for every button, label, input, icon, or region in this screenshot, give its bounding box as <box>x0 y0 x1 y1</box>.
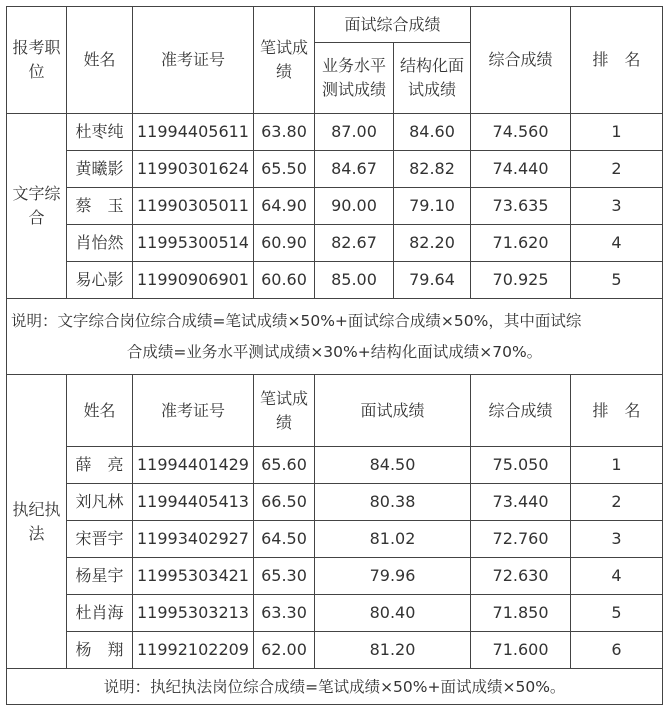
table-cell-name: 杨 翔 <box>67 632 133 669</box>
table-cell-id: 11995303421 <box>133 558 254 595</box>
table-cell-structured: 79.10 <box>394 188 471 225</box>
table-cell-written: 63.30 <box>254 595 315 632</box>
table-cell-written: 63.80 <box>254 114 315 151</box>
header-total: 综合成绩 <box>471 7 571 114</box>
table-cell-written: 65.50 <box>254 151 315 188</box>
table-cell-total: 74.560 <box>471 114 571 151</box>
table-cell-interview: 84.50 <box>315 447 471 484</box>
table-cell-business: 90.00 <box>315 188 394 225</box>
score-table <box>6 6 663 705</box>
table-cell-rank: 5 <box>571 595 663 632</box>
table-cell-business: 87.00 <box>315 114 394 151</box>
table-cell-written: 66.50 <box>254 484 315 521</box>
header-rank: 排 名 <box>571 7 663 114</box>
section1-position: 文字综合 <box>7 114 67 299</box>
table-cell-name: 杜枣纯 <box>67 114 133 151</box>
section2-header-name: 姓名 <box>67 375 133 447</box>
table-cell-total: 74.440 <box>471 151 571 188</box>
table-cell-written: 65.30 <box>254 558 315 595</box>
table-cell-total: 71.600 <box>471 632 571 669</box>
table-cell-id: 11990305011 <box>133 188 254 225</box>
table-cell-id: 11992102209 <box>133 632 254 669</box>
section2-header-total: 综合成绩 <box>471 375 571 447</box>
table-cell-rank: 4 <box>571 558 663 595</box>
table-cell-structured: 84.60 <box>394 114 471 151</box>
table-cell-name: 薛 亮 <box>67 447 133 484</box>
table-cell-rank: 4 <box>571 225 663 262</box>
section2-header-interview: 面试成绩 <box>315 375 471 447</box>
table-cell-total: 75.050 <box>471 447 571 484</box>
table-cell-rank: 6 <box>571 632 663 669</box>
table-cell-written: 64.90 <box>254 188 315 225</box>
table-cell-name: 宋晋宇 <box>67 521 133 558</box>
table-cell-id: 11994401429 <box>133 447 254 484</box>
table-cell-business: 82.67 <box>315 225 394 262</box>
table-cell-rank: 1 <box>571 114 663 151</box>
table-cell-written: 62.00 <box>254 632 315 669</box>
header-name: 姓名 <box>67 7 133 114</box>
table-cell-id: 11993402927 <box>133 521 254 558</box>
table-cell-rank: 2 <box>571 151 663 188</box>
table-cell-name: 黄曦影 <box>67 151 133 188</box>
table-cell-name: 肖怡然 <box>67 225 133 262</box>
table-cell-id: 11994405611 <box>133 114 254 151</box>
header-written: 笔试成绩 <box>254 7 315 114</box>
table-cell-total: 72.630 <box>471 558 571 595</box>
table-cell-name: 杜肖海 <box>67 595 133 632</box>
section1-note <box>7 299 663 375</box>
table-cell-interview: 80.38 <box>315 484 471 521</box>
section1-note-line2: 合成绩=业务水平测试成绩×30%+结构化面试成绩×70%。 <box>126 342 543 361</box>
table-cell-business: 85.00 <box>315 262 394 299</box>
header-business-test: 业务水平测试成绩 <box>315 43 394 114</box>
table-cell-interview: 80.40 <box>315 595 471 632</box>
table-cell-rank: 5 <box>571 262 663 299</box>
header-interview-group: 面试综合成绩 <box>315 7 471 43</box>
table-cell-interview: 81.02 <box>315 521 471 558</box>
table-cell-interview: 81.20 <box>315 632 471 669</box>
table-cell-interview: 79.96 <box>315 558 471 595</box>
table-cell-total: 73.635 <box>471 188 571 225</box>
table-cell-rank: 1 <box>571 447 663 484</box>
table-cell-written: 65.60 <box>254 447 315 484</box>
section2-header-written: 笔试成绩 <box>254 375 315 447</box>
header-structured: 结构化面试成绩 <box>394 43 471 114</box>
table-cell-total: 72.760 <box>471 521 571 558</box>
section2-position: 执纪执法 <box>7 375 67 669</box>
header-position: 报考职位 <box>7 7 67 114</box>
section2-header-rank: 排 名 <box>571 375 663 447</box>
table-cell-written: 60.60 <box>254 262 315 299</box>
table-cell-id: 11990906901 <box>133 262 254 299</box>
table-cell-name: 刘凡林 <box>67 484 133 521</box>
table-cell-structured: 82.20 <box>394 225 471 262</box>
section2-note: 说明：执纪执法岗位综合成绩=笔试成绩×50%+面试成绩×50%。 <box>7 669 663 705</box>
table-cell-total: 73.440 <box>471 484 571 521</box>
table-cell-structured: 79.64 <box>394 262 471 299</box>
table-cell-name: 杨星宇 <box>67 558 133 595</box>
section2-header-exam-id: 准考证号 <box>133 375 254 447</box>
table-cell-total: 70.925 <box>471 262 571 299</box>
table-cell-name: 易心影 <box>67 262 133 299</box>
table-cell-rank: 2 <box>571 484 663 521</box>
table-cell-total: 71.850 <box>471 595 571 632</box>
table-cell-business: 84.67 <box>315 151 394 188</box>
table-cell-id: 11990301624 <box>133 151 254 188</box>
table-cell-rank: 3 <box>571 521 663 558</box>
table-cell-rank: 3 <box>571 188 663 225</box>
table-cell-written: 60.90 <box>254 225 315 262</box>
table-cell-total: 71.620 <box>471 225 571 262</box>
table-cell-structured: 82.82 <box>394 151 471 188</box>
table-cell-id: 11994405413 <box>133 484 254 521</box>
header-exam-id: 准考证号 <box>133 7 254 114</box>
table-cell-name: 蔡 玉 <box>67 188 133 225</box>
table-cell-id: 11995303213 <box>133 595 254 632</box>
section1-note-line1: 说明：文字综合岗位综合成绩=笔试成绩×50%+面试综合成绩×50%，其中面试综 <box>11 311 582 330</box>
table-cell-id: 11995300514 <box>133 225 254 262</box>
table-cell-written: 64.50 <box>254 521 315 558</box>
